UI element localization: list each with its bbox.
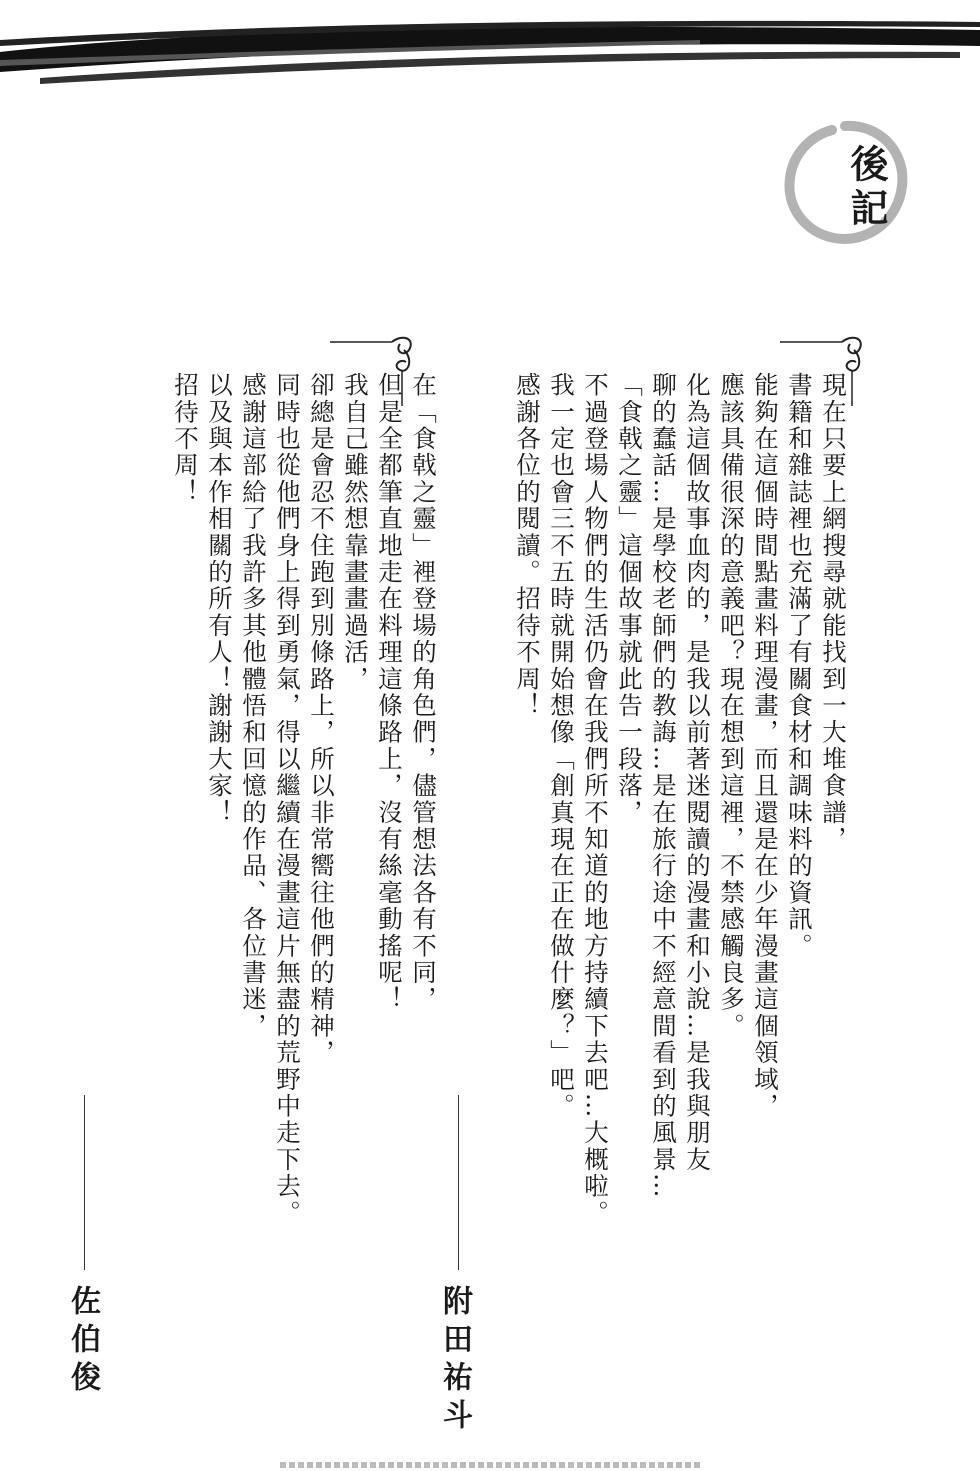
text-line: 招待不周！ — [171, 372, 200, 506]
text-line: 卻總是會忍不住跑到別條路上，所以非常嚮往他們的精神， — [307, 372, 336, 1067]
text-line: 以及與本作相關的所有人！謝謝大家！ — [205, 372, 234, 826]
text-line: 在「食戟之靈」裡登場的角色們，儘管想法各有不同， — [409, 372, 438, 1013]
text-line: 聊的蠢話…是學校老師們的教誨…是在旅行途中不經意間看到的風景… — [649, 372, 678, 1200]
text-line: 「食戟之靈」這個故事就此告一段落， — [615, 372, 644, 826]
text-line: 書籍和雜誌裡也充滿了有關食材和調味料的資訊。 — [785, 372, 814, 960]
text-line: 我一定也會三不五時就開始想像「創真現在正在做什麼？」吧。 — [547, 372, 576, 1120]
text-line: 感謝這部給了我許多其他體悟和回憶的作品、各位書迷， — [239, 372, 268, 1040]
brush-stroke-header — [0, 0, 980, 90]
text-line: 同時也從他們身上得到勇氣，得以繼續在漫畫這片無盡的荒野中走下去。 — [273, 372, 302, 1227]
signature-dash-right — [458, 1095, 459, 1270]
signature-left: 佐伯俊 — [65, 1285, 100, 1399]
text-line: 不過登場人物們的生活仍會在我們所不知道的地方持續下去吧…大概啦。 — [581, 372, 610, 1227]
signature-dash-left — [84, 1095, 85, 1270]
text-line: 現在只要上網搜尋就能找到一大堆食譜， — [819, 372, 848, 853]
footer-decoration — [280, 1462, 700, 1468]
page-title: 後記 — [844, 144, 889, 232]
text-line: 化為這個故事血肉的，是我以前著迷閱讀的漫畫和小說…是我與朋友 — [683, 372, 712, 1173]
text-line: 感謝各位的閱讀。招待不周！ — [513, 372, 542, 720]
signature-right: 附田祐斗 — [437, 1285, 472, 1437]
text-line: 但是全都筆直地走在料理這條路上，沒有絲毫動搖呢！ — [375, 372, 404, 1013]
title-emblem — [780, 118, 910, 248]
text-line: 能夠在這個時間點畫料理漫畫，而且還是在少年漫畫這個領域， — [751, 372, 780, 1120]
afterword-left-text — [168, 372, 440, 1292]
text-line: 應該具備很深的意義吧？現在想到這裡，不禁感觸良多。 — [717, 372, 746, 1040]
text-line: 我自己雖然想靠畫畫過活， — [341, 372, 370, 693]
afterword-right-text — [510, 372, 850, 1292]
